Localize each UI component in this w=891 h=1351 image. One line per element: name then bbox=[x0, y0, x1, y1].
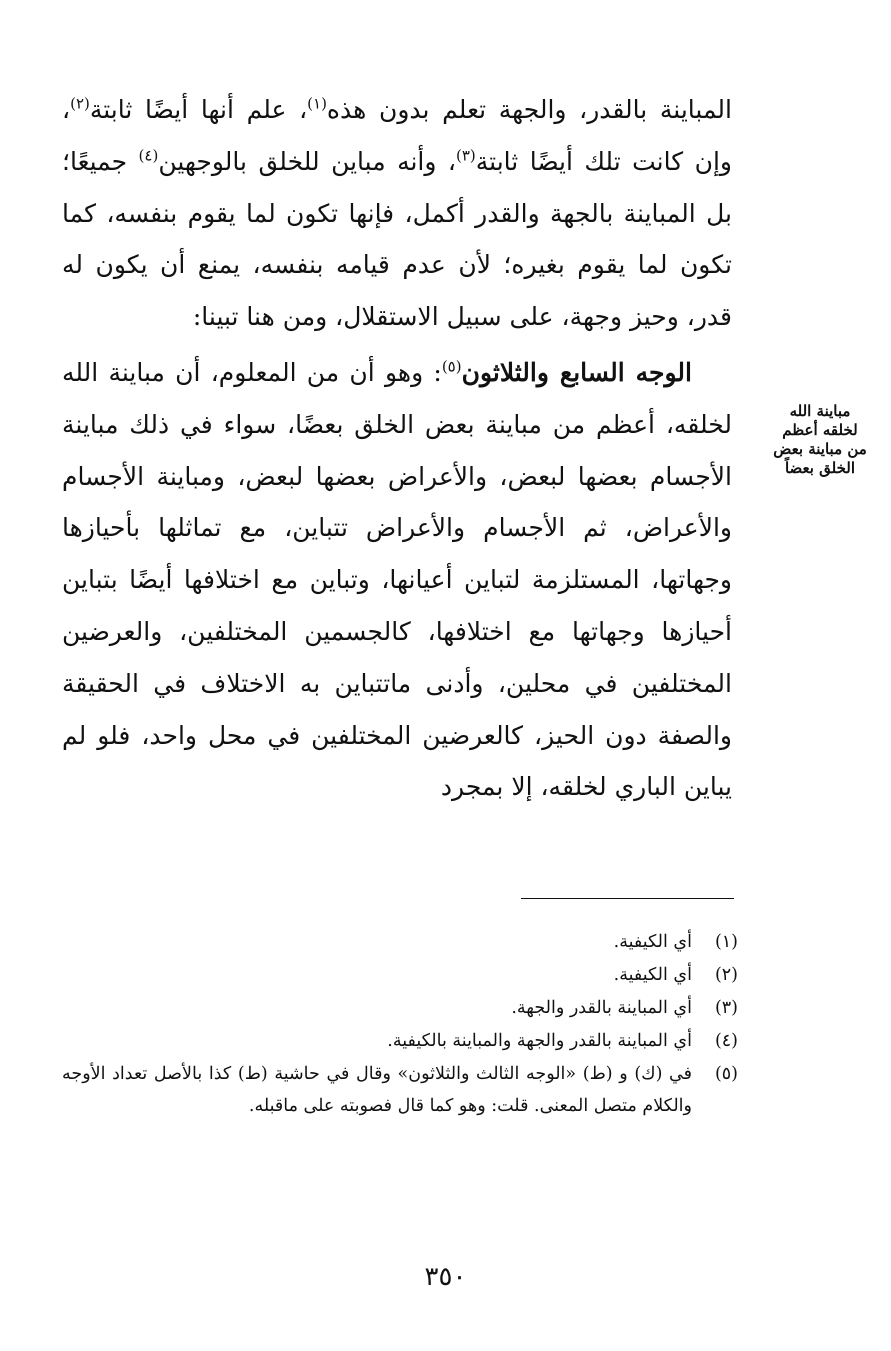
footnote-item bbox=[62, 992, 738, 1025]
text-run: : وهو أن من المعلوم، أن مباينة الله لخلقه، أعظم من مباينة بعض الخلق بعضًا، سواء في ذلك مباينة الأجسام بعضها لبعض، والأعراض بعضها لبعض، ومباينة الأجسام والأعراض، ثم الأجسام والأعراض تتباين، مع تماثلها بأحيازها وجهاتها، المستلزمة لتباين أعيانها، وتباين مع اختلافها أيضًا بتباين أحيازها وجهاتها مع اختلافها، كالجسمين المختلفين، والعرضين المختلفين في محلين، وأدنى ماتتباين به الاختلاف في الحقيقة والصفة دون الحيز، كالعرضين المختلفين في محل واحد، فلو لم يباين الباري لخلقه، إلا بمجرد bbox=[62, 357, 732, 802]
footnote-number: (٤) bbox=[714, 1031, 738, 1051]
text-run: جميعًا؛ بل المباينة بالجهة والقدر أكمل، فإنها تكون لما يقوم بنفسه، كما تكون لما يقوم بغيره؛ لأن عدم قيامه بنفسه، يمنع أن يكون له قدر، وحيز وجهة، على سبيل الاستقلال، ومن هنا تبينا: bbox=[62, 146, 732, 332]
text-run: المباينة بالقدر، والجهة تعلم بدون هذه bbox=[326, 95, 732, 124]
footnote-marker-5[interactable]: (٥) bbox=[441, 357, 462, 376]
paragraph-2 bbox=[62, 347, 732, 813]
footnote-item bbox=[62, 926, 738, 959]
footnote-marker-2[interactable]: (٢) bbox=[70, 94, 90, 113]
footnote-text: أي الكيفية. bbox=[613, 932, 692, 952]
text-run: ، علم أنها أيضًا ثابتة bbox=[89, 95, 308, 124]
text-run: ، وإن كانت تلك أيضًا ثابتة bbox=[62, 95, 732, 176]
footnote-item bbox=[62, 1058, 738, 1122]
paragraph-1 bbox=[62, 84, 732, 343]
footnotes-list bbox=[62, 926, 738, 1122]
footnote-text: أي المباينة بالقدر والجهة والمباينة بالكيفية. bbox=[387, 1031, 692, 1051]
text-run: ، وأنه مباين للخلق بالوجهين bbox=[158, 146, 456, 176]
section-heading: الوجه السابع والثلاثون bbox=[461, 357, 692, 387]
footnote-text: في (ك) و (ط) «الوجه الثالث والثلاثون» وقال في حاشية (ط) كذا بالأصل تعداد الأوجه والكلام متصل المعنى. قلت: وهو كما قال فصوبته على ماقبله. bbox=[62, 1064, 692, 1116]
footnote-marker-4[interactable]: (٤) bbox=[138, 146, 159, 165]
footnote-marker-3[interactable]: (٣) bbox=[455, 146, 476, 165]
footnote-item bbox=[62, 959, 738, 992]
footnote-marker-1[interactable]: (١) bbox=[307, 94, 327, 113]
footnote-number: (٢) bbox=[714, 965, 738, 985]
footnote-number: (٥) bbox=[714, 1064, 738, 1084]
footnote-divider bbox=[521, 898, 734, 899]
page-number: ٣٥٠ bbox=[424, 1262, 467, 1292]
footnote-text: أي المباينة بالقدر والجهة. bbox=[511, 998, 692, 1018]
footnote-number: (١) bbox=[714, 932, 738, 952]
footnote-number: (٣) bbox=[714, 998, 738, 1018]
margin-note: مباينة الله لخلقه أعظم من مباينة بعض الخلق بعضاً bbox=[773, 402, 867, 477]
footnote-text: أي الكيفية. bbox=[613, 965, 692, 985]
footnote-item bbox=[62, 1025, 738, 1058]
main-text bbox=[62, 84, 732, 813]
